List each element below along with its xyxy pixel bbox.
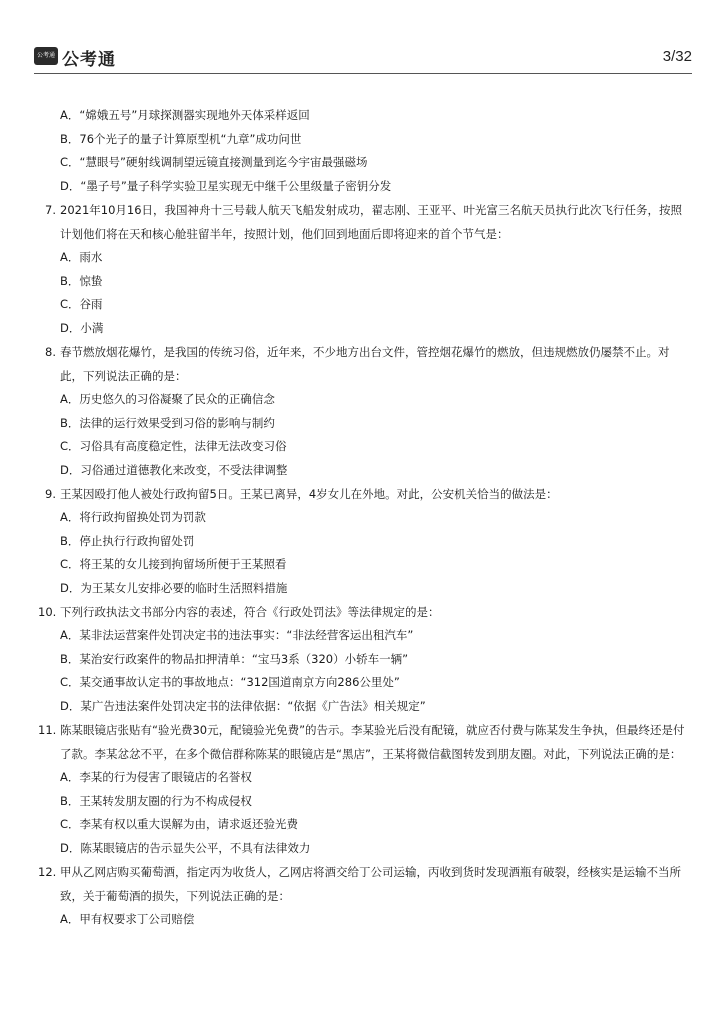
option-c: C．谷雨 bbox=[60, 297, 103, 311]
option-a: A．“嫦娥五号”月球探测器实现地外天体采样返回 bbox=[60, 108, 310, 122]
option-a: A．甲有权要求丁公司赔偿 bbox=[60, 912, 195, 926]
option-c: C．“慧眼号”硬射线调制望远镜直接测量到迄今宇宙最强磁场 bbox=[60, 155, 368, 169]
option-d: D．习俗通过道德教化来改变，不受法律调整 bbox=[60, 462, 288, 477]
question-9 bbox=[38, 482, 688, 600]
option-a: A．李某的行为侵害了眼镜店的名誉权 bbox=[60, 770, 252, 784]
option-c: C．李某有权以重大误解为由，请求返还验光费 bbox=[60, 817, 299, 831]
question-number: 9. bbox=[45, 487, 56, 501]
option-d: D．“墨子号”量子科学实验卫星实现无中继千公里级量子密钥分发 bbox=[60, 178, 392, 193]
question-8 bbox=[38, 340, 688, 482]
option-b: B．惊蛰 bbox=[60, 273, 103, 288]
option-a: A．雨水 bbox=[60, 250, 103, 264]
option-a: A．将行政拘留换处罚为罚款 bbox=[60, 510, 206, 524]
question-number: 10. bbox=[38, 605, 57, 619]
logo-icon bbox=[34, 47, 58, 65]
option-b: B．某治安行政案件的物品扣押清单：“宝马3系（320）小轿车一辆” bbox=[60, 651, 409, 666]
option-b: B．76个光子的量子计算原型机“九章”成功问世 bbox=[60, 131, 302, 146]
option-d: D．为王某女儿安排必要的临时生活照料措施 bbox=[60, 580, 288, 595]
question-stem: 王某因殴打他人被处行政拘留5日。王某已离异，4岁女儿在外地。对此，公安机关恰当的做法是： bbox=[60, 487, 558, 501]
previous-question-options bbox=[38, 104, 688, 198]
logo-mark: 公考通 bbox=[36, 52, 55, 59]
logo-text: 公考通 bbox=[62, 50, 116, 70]
option-d: D．某广告违法案件处罚决定书的法律依据：“依据《广告法》相关规定” bbox=[60, 698, 426, 713]
question-number: 7. bbox=[45, 203, 56, 217]
option-a: A．历史悠久的习俗凝聚了民众的正确信念 bbox=[60, 392, 275, 406]
question-10 bbox=[38, 600, 688, 718]
option-c: C．某交通事故认定书的事故地点：“312国道南京方向286公里处” bbox=[60, 675, 400, 689]
page-header bbox=[34, 43, 692, 77]
page-number: 3/32 bbox=[662, 48, 692, 65]
question-7 bbox=[38, 198, 688, 340]
question-number: 11. bbox=[38, 723, 57, 737]
question-stem: 2021年10月16日，我国神舟十三号载人航天飞船发射成功，翟志刚、王亚平、叶光富三名航天员执行此次飞行任务，按照计划他们将在天和核心舱驻留半年，按照计划，他们回到地面后即将迎来的首个节气是： bbox=[60, 203, 683, 241]
option-d: D．小满 bbox=[60, 320, 104, 335]
option-a: A．某非法运营案件处罚决定书的违法事实：“非法经营客运出租汽车” bbox=[60, 628, 414, 642]
question-11 bbox=[38, 718, 688, 860]
header-divider bbox=[34, 73, 692, 74]
question-stem: 下列行政执法文书部分内容的表述，符合《行政处罚法》等法律规定的是： bbox=[60, 605, 440, 619]
option-b: B．王某转发朋友圈的行为不构成侵权 bbox=[60, 793, 252, 808]
option-b: B．法律的运行效果受到习俗的影响与制约 bbox=[60, 415, 275, 430]
question-stem: 春节燃放烟花爆竹，是我国的传统习俗，近年来，不少地方出台文件，管控烟花爆竹的燃放，但违规燃放仍屡禁不止。对此，下列说法正确的是： bbox=[60, 345, 670, 383]
document-body bbox=[38, 104, 688, 932]
question-12 bbox=[38, 860, 688, 932]
option-d: D．陈某眼镜店的告示显失公平，不具有法律效力 bbox=[60, 840, 311, 855]
option-c: C．习俗具有高度稳定性，法律无法改变习俗 bbox=[60, 439, 287, 453]
option-c: C．将王某的女儿接到拘留场所便于王某照看 bbox=[60, 557, 287, 571]
question-stem: 甲从乙网店购买葡萄酒，指定丙为收货人，乙网店将酒交给丁公司运输，丙收到货时发现酒瓶有破裂，经核实是运输不当所致，关于葡萄酒的损失，下列说法正确的是： bbox=[60, 865, 681, 903]
question-stem: 陈某眼镜店张贴有“验光费30元，配镜验光免费”的告示。李某验光后没有配镜，就应否付费与陈某发生争执，但最终还是付了款。李某忿忿不平，在多个微信群称陈某的眼镜店是“黑店”，王某将微信截图转发到朋友圈。对此，下列说法正确的是： bbox=[60, 723, 685, 761]
question-number: 12. bbox=[38, 865, 57, 879]
option-b: B．停止执行行政拘留处罚 bbox=[60, 533, 195, 548]
question-number: 8. bbox=[45, 345, 56, 359]
